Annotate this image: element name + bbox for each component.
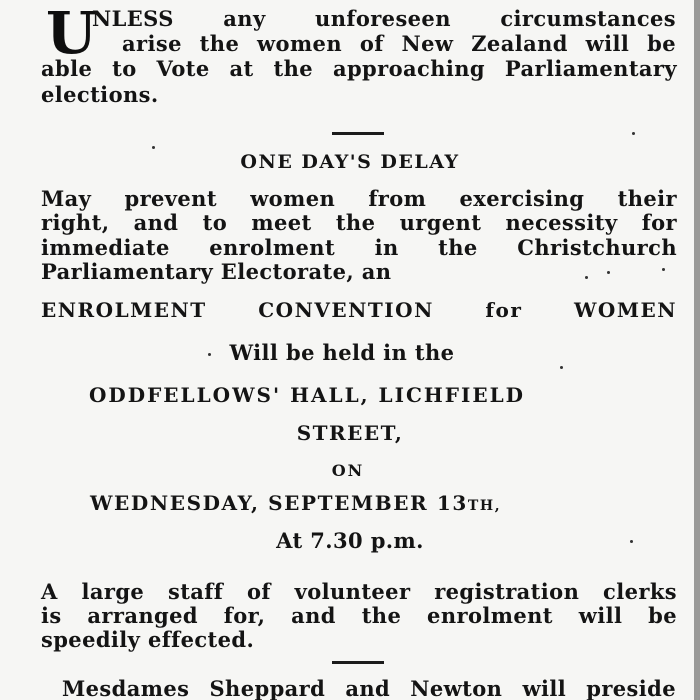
- body-line-1: May prevent women from exercising their: [41, 186, 677, 211]
- print-speck: [632, 132, 635, 135]
- print-speck: [560, 366, 563, 369]
- intro-line-3: able to Vote at the approaching Parliamentary: [41, 56, 677, 81]
- held-in-line: Will be held in the: [229, 340, 455, 365]
- staff-line-2: is arranged for, and the enrolment will be: [41, 603, 677, 628]
- staff-line-1: A large staff of volunteer registration clerks: [41, 579, 677, 604]
- body-line-3: immediate enrolment in the Christchurch: [41, 235, 677, 260]
- drop-cap-letter: U: [46, 0, 97, 67]
- intro-line-1: NLESS any unforeseen circumstances: [92, 6, 676, 31]
- print-speck: [152, 146, 155, 149]
- intro-line-4: elections.: [41, 82, 159, 107]
- page-edge-shadow: [694, 0, 700, 700]
- intro-line-2: arise the women of New Zealand will be: [122, 31, 676, 56]
- venue-line-2: STREET,: [296, 421, 404, 445]
- divider-rule-bottom: [332, 661, 384, 664]
- body-line-4: Parliamentary Electorate, an: [41, 259, 392, 284]
- on-line: ON: [331, 461, 365, 480]
- divider-rule-top: [332, 132, 384, 135]
- print-speck: [662, 268, 665, 271]
- body-line-2: right, and to meet the urgent necessity for: [41, 210, 677, 235]
- date-line: [90, 491, 501, 515]
- print-speck: [630, 540, 633, 543]
- print-speck: [208, 353, 211, 356]
- time-line: At 7.30 p.m.: [276, 528, 424, 553]
- date-main: WEDNESDAY, SEPTEMBER 13: [90, 491, 468, 515]
- preside-line: Mesdames Sheppard and Newton will preside: [62, 676, 676, 700]
- print-speck: [585, 276, 588, 279]
- date-suffix: TH,: [467, 498, 502, 514]
- venue-line-1: ODDFELLOWS' HALL, LICHFIELD: [89, 383, 525, 407]
- print-speck: [607, 271, 610, 274]
- staff-line-3: speedily effected.: [41, 627, 255, 652]
- delay-heading: ONE DAY'S DELAY: [240, 151, 460, 173]
- convention-heading: ENROLMENT CONVENTION for WOMEN: [41, 298, 677, 322]
